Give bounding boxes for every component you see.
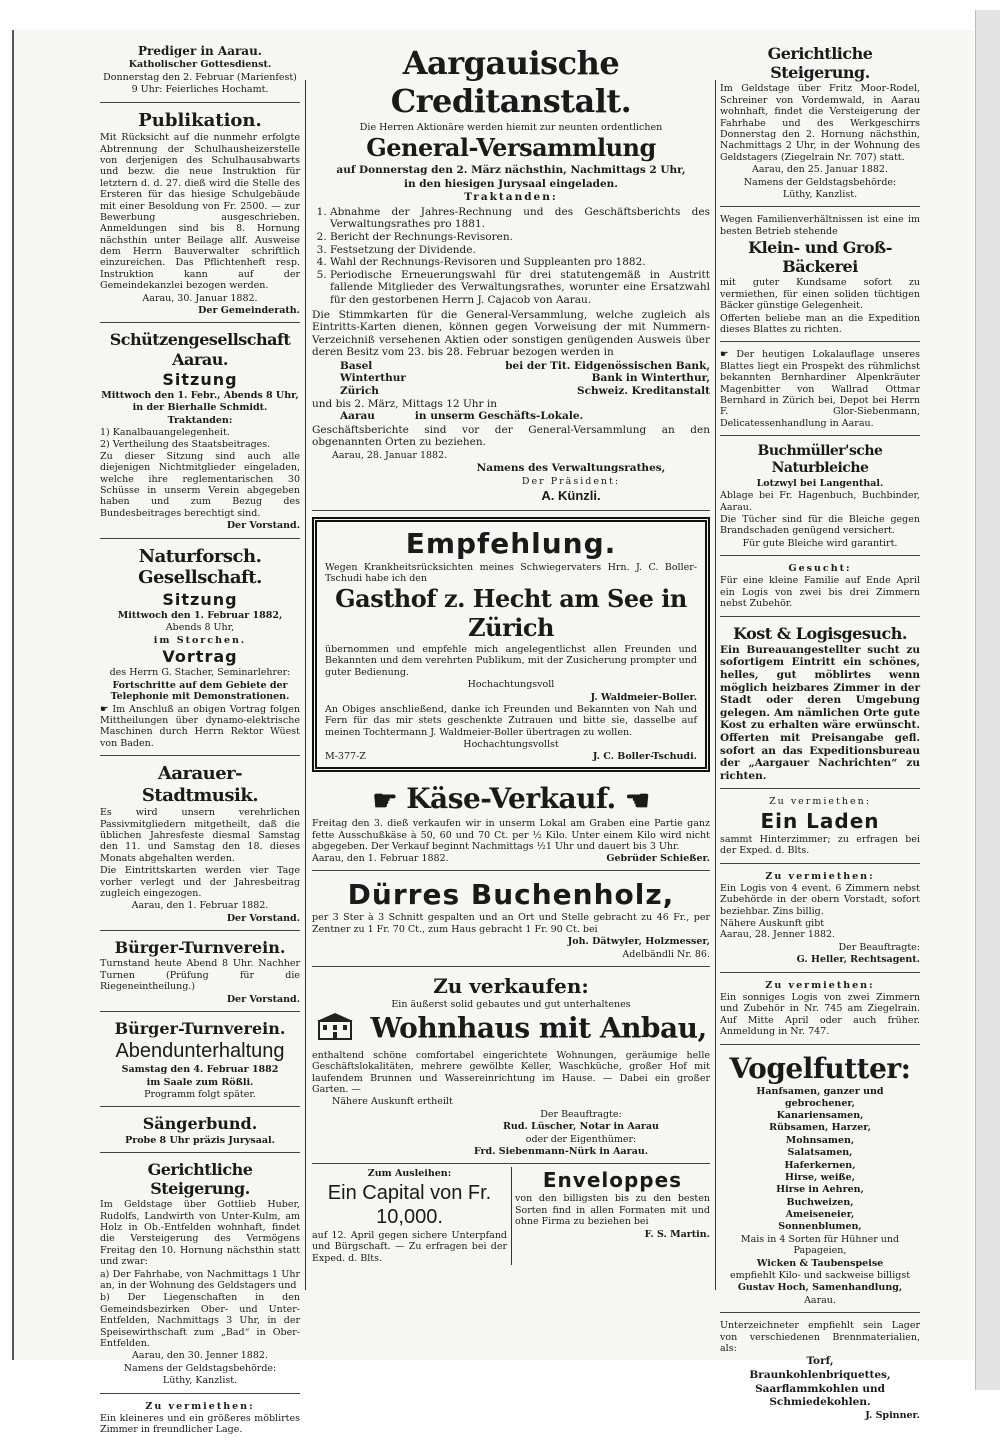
ad-empfehlung [312, 517, 710, 772]
ad-steigerung [100, 1156, 300, 1394]
ad-kaese [312, 778, 710, 871]
list-item: Hirse, weiße, [785, 1171, 855, 1183]
ad-body: per 3 Ster à 3 Schnitt gespalten und an Ort und Stelle gebracht zu 46 Fr., per Zentner zu 1 Fr. 70 Ct., zum Haus gebracht 1 Fr. 90 Ct. bei [312, 912, 710, 935]
ad-heading: Abendunterhaltung [115, 1040, 285, 1063]
ad-turnverein-2 [100, 1015, 300, 1107]
list-item: Sonnenblumen, [778, 1221, 862, 1233]
place-name: Aarau [340, 410, 375, 423]
ad-line: Namens der Geldstagsbehörde: [743, 176, 897, 188]
ad-laden [720, 792, 920, 863]
ad-title: Gerichtliche Steigerung. [767, 44, 873, 83]
ad-line: Der Beauftragte: [540, 1108, 622, 1120]
ad-date: Aarau, den 1. Februar 1882. [312, 853, 449, 865]
ad-line: Nähere Auskunft gibt [720, 918, 825, 930]
list-item: Braunkohlenbriquettes, [749, 1368, 891, 1381]
ad-line: Wegen Krankheitsrücksichten meines Schwiegervaters Hrn. J. C. Boller-Tschudi habe ich den [325, 561, 697, 584]
ad-body: übernommen und empfehle mich angelegentlichst allen Freunden und Bekannten und dem verehrten Publikum, mit der Zusicherung prompter und guter Bedienung. [325, 643, 697, 678]
agenda-item: 2. Bericht der Rechnungs-Revisoren. [330, 231, 710, 244]
ad-title: Zu verkaufen: [433, 973, 589, 998]
ad-title: Bürger-Turnverein. [114, 1018, 286, 1038]
ad-line: Hochachtungsvoll [467, 679, 555, 691]
ad-title: Gesucht: [788, 563, 852, 575]
ad-line: Probe 8 Uhr präzis Jurysaal. [125, 1134, 275, 1146]
ad-title: Zu vermiethen: [769, 796, 871, 808]
pointing-hand-icon: ☛ [100, 703, 113, 715]
column-rule [715, 80, 716, 1290]
ad-title: Zu vermiethen: [765, 979, 875, 991]
ad-body: Turnstand heute Abend 8 Uhr. Nachher Turnen (Prüfung für die Riegeneintheilung.) [100, 958, 300, 993]
ad-title: Zu vermiethen: [145, 1400, 255, 1412]
ad-body: von den billigsten bis zu den besten Sorten find in allen Formaten mit und ohne Firma zu beziehen bei [514, 1193, 710, 1228]
ad-vogelfutter [720, 1048, 920, 1314]
ad-signature: Gustav Hoch, Samenhandlung, [737, 1282, 903, 1294]
ad-body-text: Der heutigen Lokalauflage unseres Blattes liegt ein Prospekt des rühmlichst bekannten Bernhardiner Alpenkräuter Magenbitter von Wallrad Ottmar Bernhard in Zürich bei, Depot bei Herrn F. Glor-Siebenmann, Delicatessenhandlung in Aarau. [720, 349, 920, 429]
column-middle [312, 40, 710, 1265]
ad-heading: General-Versammlung [366, 133, 656, 163]
ad-line: Wegen Familienverhältnissen ist eine im besten Betrieb stehende [720, 214, 920, 237]
ad-line: Namens des Verwaltungsrathes, [476, 462, 666, 475]
ad-body: Freitag den 3. dieß verkaufen wir in unserm Lokal am Graben eine Partie ganz fette Ausschußkäse à 50, 60 und 70 Ct. per ½ Kilo. Unter einem Kilo wird nicht abgegeben. Der Verkauf beginnt Nachmittags ½1 Uhr und dauert bis 3 Uhr. [312, 818, 710, 852]
ad-line: Abends 8 Uhr, [165, 622, 235, 634]
ad-prospekt [720, 345, 920, 436]
ad-enveloppes [515, 1167, 710, 1265]
ad-title: Aarauer-Stadtmusik. [141, 763, 259, 806]
ad-line: Nähere Auskunft ertheilt [332, 1096, 453, 1108]
ad-title: Sängerbund. [142, 1114, 258, 1134]
ad-body: Im Geldstage über Fritz Moor-Rodel, Schreiner von Vordemwald, in Aarau wohnhaft, findet die Versteigerung der Fahrhabe und des Werkgeschirrs Donnerstag den 2. Hornung nächsthin, Nachmittags 2 Uhr, in der Wohnung des Geldstagers (Ziegelrain Nr. 707) statt. [720, 83, 920, 163]
ad-line: Programm folgt später. [144, 1088, 256, 1100]
ad-footer-row [312, 853, 710, 864]
agenda-item: 3. Festsetzung der Dividende. [330, 244, 710, 257]
ad-line: Traktanden: [464, 191, 558, 204]
ad-title: Buchmüller'sche Naturbleiche [757, 443, 883, 476]
column-rule [305, 80, 306, 1290]
ad-signature: Der Vorstand. [226, 993, 300, 1005]
ad-signature: A. Künzli. [541, 488, 601, 504]
ad-signature: J. Spinner. [865, 1409, 920, 1421]
ad-kost-logis [720, 620, 920, 790]
list-item: Haferkernen, [784, 1159, 856, 1171]
ad-heading: Vortrag [162, 647, 238, 667]
ad-body: sammt Hinterzimmer; zu erfragen bei der Exped. d. Blts. [720, 833, 920, 857]
ad-line: Fortschritte auf dem Gebiete der Telephonie mit Demonstrationen. [110, 679, 290, 703]
ad-line: Hochachtungsvollst [463, 739, 559, 751]
ad-line: Aarau. [804, 1294, 836, 1306]
list-item: Wicken & Taubenspeise [756, 1257, 884, 1269]
ad-title: Dürres Buchenholz, [347, 877, 675, 911]
ad-steigerung-right [720, 40, 920, 207]
ad-line: des Herrn G. Stacher, Seminarlehrer: [109, 667, 291, 679]
bank-name: bei der Tit. Eidgenössischen Bank, [505, 359, 710, 372]
ad-body: Im Geldstage über Gottlieb Huber, Rudolfs, Landwirth von Unter-Kulm, am Holz in Ob.-Entfelden wohnhaft, findet die Versteigerung des Vermögens Freitag den 10. Hornung nächsthin statt und zwar: [100, 1199, 300, 1268]
place-row [312, 360, 710, 373]
ad-kapital [312, 1167, 507, 1265]
ad-title-row [312, 782, 710, 817]
ad-body: Geschäftsberichte sind vor der General-Versammlung an den obgenannten Orten zu beziehen. [312, 423, 710, 449]
ad-heading: Gasthof z. Hecht am See in Zürich [335, 584, 687, 643]
ad-subtitle: Lotzwyl bei Langenthal. [756, 477, 884, 489]
ad-date: Aarau, den 25. Januar 1882. [752, 164, 888, 176]
ad-line: im Saale zum Rößli. [146, 1076, 254, 1088]
ad-line: Adelbändli Nr. 86. [622, 948, 710, 960]
pointing-hand-icon: ☛ [372, 783, 397, 817]
ad-body: enthaltend schöne comfortabel eingerichtete Wohnungen, geräumige helle Geschäftslokalitäten, mehrere gewölbte Keller, Waschküche, großer Hof mit laufendem Brunnen und Wassereinrichtung im Hause. — Dabei ein großer Garten. — [312, 1049, 710, 1096]
ad-signature: F. S. Martin. [644, 1228, 710, 1240]
ad-body: mit guter Kundsame sofort zu vermiethen, für einen soliden tüchtigen Bäcker günstige Gelegenheit. [720, 277, 920, 312]
ad-title: Enveloppes [542, 1168, 683, 1193]
ad-signature: J. C. Boller-Tschudi. [592, 751, 697, 763]
list-item: Torf, [806, 1355, 834, 1368]
ad-title: Käse-Verkauf. [406, 781, 616, 815]
ad-buchenholz [312, 874, 710, 967]
ad-line: Die Herren Aktionäre werden hiemit zur neunten ordentlichen [359, 121, 663, 133]
ad-heading: Wohnhaus mit Anbau, [370, 1011, 707, 1045]
ad-title: Zu vermiethen: [765, 870, 875, 882]
ad-title: Prediger in Aarau. [137, 44, 262, 58]
ad-body [720, 349, 920, 429]
ad-schuetzen [100, 326, 300, 538]
ad-title: Bürger-Turnverein. [114, 938, 286, 958]
ad-body: Ein Bureauangestellter sucht zu sofortigem Eintritt ein schönes, helles, gut möblirtes wenn möglich heizbares Zimmer in der Stadt oder deren Umgebung gelegen. Am nämlichen Orte gute Kost zu erhalten wäre erwünscht. Offerten mit Preisangabe gefl. sofort an das Expeditionsbureau der „Aargauer Nachrichten“ zu richten. [720, 643, 920, 782]
ad-line: in den hiesigen Jurysaal eingeladen. [404, 177, 618, 190]
ad-line: auf Donnerstag den 2. März nächsthin, Nachmittags 2 Uhr, [336, 163, 686, 176]
place-row [312, 385, 710, 398]
ad-line: Unterzeichneter empfiehlt sein Lager von verschiedenen Brennmaterialien, als: [720, 1320, 920, 1354]
ad-signature: Joh. Dätwyler, Holzmesser, [567, 936, 710, 948]
ad-baeckerei [720, 210, 920, 342]
bank-name: Bank in Winterthur, [591, 372, 710, 385]
ad-line: Samstag den 4. Februar 1882 [121, 1064, 279, 1076]
ad-prediger [100, 40, 300, 103]
agenda-list [330, 206, 710, 307]
ad-date: Aarau, den 30. Jenner 1882. [132, 1350, 268, 1362]
ad-heading: Klein- und Groß-Bäckerei [748, 238, 892, 277]
list-item: Hirse in Aehren, [776, 1184, 864, 1196]
ad-signature: Frd. Siebenmann-Nürk in Aarau. [473, 1146, 649, 1157]
ad-line: Traktanden: [167, 414, 233, 426]
place-name: Basel [340, 359, 373, 372]
ad-line: Der Beauftragte: [838, 941, 920, 953]
ad-body: Ablage bei Fr. Hagenbuch, Buchbinder, Aarau. [720, 490, 920, 513]
ad-body: Die Eintrittskarten werden vier Tage vorher verlegt und der Jahresbeitrag zugleich eingezogen. [100, 865, 300, 900]
ad-line: im Storchen. [153, 634, 247, 646]
ad-body [100, 704, 300, 750]
ad-line: empfiehlt Kilo- und sackweise billigst [729, 1270, 911, 1282]
list-item: Saarflammkohlen und [755, 1382, 885, 1395]
ad-heading: Ein Laden [760, 808, 880, 833]
ad-naturbleiche [720, 439, 920, 556]
ad-wohnhaus [312, 970, 710, 1165]
ad-gesucht [720, 559, 920, 617]
ad-title: Schützengesellschaft Aarau. [109, 330, 291, 369]
ad-body: Die Stimmkarten für die General-Versammlung, welche zugleich als Eintritts-Karten dienen, können gegen Vorweisung der mit Nummern-Verzeichniß versehenen Aktien oder sonstigen genügenden Ausweis über deren Besitz vom 23. bis 28. Februar bezogen werden in [312, 308, 710, 359]
ad-title: Naturforsch. Gesellschaft. [138, 545, 262, 589]
ad-signature: Der Vorstand. [226, 912, 300, 924]
ad-heading: Sitzung [162, 369, 238, 389]
agenda-item: 1. Abnahme der Jahres-Rechnung und des Geschäftsberichts des Verwaltungsrathes pro 1881. [330, 206, 710, 231]
ad-signature: Lüthy, Kanzlist. [782, 188, 858, 200]
ad-line: in der Bierhalle Schmidt. [132, 402, 268, 414]
ad-date: Aarau, 30. Januar 1882. [142, 292, 258, 304]
binding-margin [975, 10, 1000, 1390]
ad-title: Kost & Logisgesuch. [733, 623, 907, 643]
ad-naturforsch [100, 542, 300, 756]
pointing-hand-icon: ☚ [625, 783, 650, 817]
ad-publikation [100, 106, 300, 324]
ad-saengerbund [100, 1110, 300, 1153]
list-item: Rübsamen, Harzer, [769, 1122, 871, 1134]
ad-signature: G. Heller, Rechtsagent. [796, 954, 920, 966]
ad-logis-1 [720, 867, 920, 973]
ad-line: Mittwoch den 1. Febr., Abends 8 Uhr, [101, 389, 299, 401]
ad-body-text: Im Anschluß an obigen Vortrag folgen Mittheilungen über dynamo-elektrische Maschinen durch Herrn Rektor Wüest von Baden. [100, 703, 300, 749]
ad-line: oder der Eigenthümer: [525, 1133, 637, 1145]
ad-line: Donnerstag den 2. Februar (Marienfest) [103, 71, 297, 83]
list-item: Schmiedekohlen. [769, 1396, 871, 1409]
ad-title: Zum Ausleihen: [367, 1168, 452, 1180]
place-name: Winterthur [340, 372, 406, 385]
ad-body: Ein kleineres und ein größeres möblirtes Zimmer in freundlicher Lage. [100, 1412, 300, 1436]
ad-body: Für eine kleine Familie auf Ende April ein Logis von zwei bis drei Zimmern nebst Zubehör. [720, 575, 920, 610]
pointing-hand-icon: ☛ [720, 349, 737, 361]
ad-body: An Obiges anschließend, danke ich Freunden und Bekannten von Nah und Fern für das mir stets geschenkte Zutrauen und bitte sie, dasselbe auf meinen Tochtermann J. Waldmeier-Boller übertragen zu wollen. [325, 703, 697, 738]
ad-body: Mit Rücksicht auf die nunmehr erfolgte Abtrennung der Schulhausheizerstelle von derjenigen des Schulhausabwarts und bezw. die neue Instruktion für letztern d. d. 27. dieß wird die Stelle des Ersteren für das hiesige Schulgebäude mit einer Besoldung von Fr. 2500. — zur Bewerbung ausgeschrieben. Anmeldungen sind bis 8. Hornung nächsthin unter Beilage allf. Ausweise dem Herrn Bauverwalter schriftlich einzureichen. Das Pflichtenheft resp. Instruktion kann auf der Gemeindekanzlei bezogen werden. [100, 132, 300, 292]
ad-title: Empfehlung. [405, 527, 617, 560]
divider [511, 1167, 512, 1265]
ad-stadtmusik [100, 759, 300, 931]
ad-brennmaterial [720, 1316, 920, 1427]
ad-body: Ein Logis von 4 event. 6 Zimmern nebst Zubehörde in der obern Vorstadt, sofort beziehbar. Zins billig. [720, 882, 920, 917]
ad-bottom-row [312, 1167, 710, 1265]
ad-line: und bis 2. März, Mittags 12 Uhr in [312, 397, 498, 410]
ad-signature: Gebrüder Schießer. [606, 853, 710, 865]
ad-turnverein-1 [100, 934, 300, 1012]
ad-subtitle: Katholischer Gottesdienst. [128, 59, 272, 71]
ad-line: Für gute Bleiche wird garantirt. [742, 537, 898, 549]
bank-name: Schweiz. Kreditanstalt [577, 385, 710, 398]
ad-line: 9 Uhr: Feierliches Hochamt. [131, 84, 269, 96]
ad-body: Offerten beliebe man an die Expedition dieses Blattes zu richten. [720, 312, 920, 335]
place-name: Zürich [340, 385, 379, 398]
ad-vermiethen [100, 1397, 300, 1442]
ad-heading-row [312, 1011, 710, 1049]
ad-body: b) Der Liegenschaften in den Gemeindsbezirken Ober- und Unter-Entfelden, Nachmittags 3 Uhr, in der Speisewirthschaft zum „Bad“ in Ober-Entfelden. [100, 1292, 300, 1349]
ad-body: Zu dieser Sitzung sind auch alle diejenigen Nichtmitglieder eingeladen, welche ihre reglementarischen 30 Schüsse in unserm Verein abgegeben haben und zum Bezug des Bundesbeitrages berechtigt sind. [100, 450, 300, 519]
ad-title: Aargauische Creditanstalt. [390, 44, 632, 121]
ad-signature: Der Gemeinderath. [198, 305, 300, 317]
ad-body: auf 12. April gegen sichere Unterpfand und Bürgschaft. — Zu erfragen bei der Exped. d. Blts. [312, 1229, 508, 1264]
ad-code: M-377-Z [325, 751, 366, 763]
ad-date: Aarau, den 1. Februar 1882. [131, 900, 269, 912]
list-item: Hanfsamen, ganzer und gebrochener, [756, 1086, 884, 1109]
ad-body: Ein sonniges Logis von zwei Zimmern und Zubehör in Nr. 745 am Ziegelrain. Auf Mitte April oder auch früher. Anmeldung in Nr. 747. [720, 992, 920, 1038]
place-row [312, 372, 710, 385]
list-item: Mais in 4 Sorten für Hühner und Papageien, [740, 1233, 900, 1257]
ad-date: Aarau, 28. Jenner 1882. [720, 929, 836, 941]
bank-name: in unserm Geschäfts-Lokale. [414, 410, 584, 423]
ad-body: Es wird unsern verehrlichen Passivmitgliedern mitgetheilt, daß die üblichen Jahresfeste diesmal Samstag den 11. und Samstag den 18. dieses Monats abgehalten werden. [100, 807, 300, 864]
ad-body: a) Der Fahrhabe, von Nachmittags 1 Uhr an, in der Wohnung des Geldstagers und [100, 1268, 300, 1292]
list-item: Kanariensamen, [776, 1109, 864, 1121]
agenda-item: 4. Wahl der Rechnungs-Revisoren und Suppleanten pro 1882. [330, 256, 710, 269]
ad-body: Die Tücher sind für die Bleiche gegen Brandschaden genügend versichert. [720, 513, 920, 537]
column-left [100, 40, 300, 1445]
ad-signature: Lüthy, Kanzlist. [162, 1375, 238, 1387]
column-right [720, 40, 920, 1430]
ad-logis-2 [720, 976, 920, 1045]
ad-title: Gerichtliche Steigerung. [147, 1159, 253, 1199]
ad-signature: J. Waldmeier-Boller. [590, 691, 697, 703]
ad-creditanstalt [312, 40, 710, 511]
ad-heading: Sitzung [162, 589, 238, 609]
ad-title: Vogelfutter: [729, 1051, 911, 1085]
ad-line: 1) Kanalbauangelegenheit. [100, 427, 230, 439]
ad-line: 2) Vertheilung des Staatsbeitrages. [100, 438, 271, 450]
ad-line: Ein äußerst solid gebautes und gut unterhaltenes [391, 998, 631, 1010]
place-row [312, 410, 710, 423]
ad-line: Namens der Geldstagsbehörde: [123, 1362, 277, 1374]
ad-heading: Ein Capital von Fr. 10,000. [327, 1181, 492, 1228]
house-icon [315, 1011, 355, 1049]
ad-line: Mittwoch den 1. Februar 1882, [117, 610, 283, 622]
list-item: Buchweizen, [786, 1196, 854, 1208]
list-item: Mohnsamen, [785, 1134, 855, 1146]
list-item: Ameiseneier, [785, 1209, 855, 1221]
ad-signature: Rud. Lüscher, Notar in Aarau [503, 1121, 659, 1133]
ad-footer-row [325, 751, 697, 762]
ad-line: Der Präsident: [521, 476, 621, 488]
ad-signature: Der Vorstand. [226, 520, 300, 532]
agenda-item: 5. Periodische Erneuerungswahl für drei statutengemäß in Austritt fallende Mitglieder des Verwaltungsrathes, worunter eine Ersatzwahl für den gestorbenen Herrn J. Cajacob von Aarau. [330, 269, 710, 307]
list-item: Salatsamen, [787, 1147, 853, 1159]
ad-date: Aarau, 28. Januar 1882. [332, 450, 448, 462]
ad-title: Publikation. [138, 109, 262, 131]
